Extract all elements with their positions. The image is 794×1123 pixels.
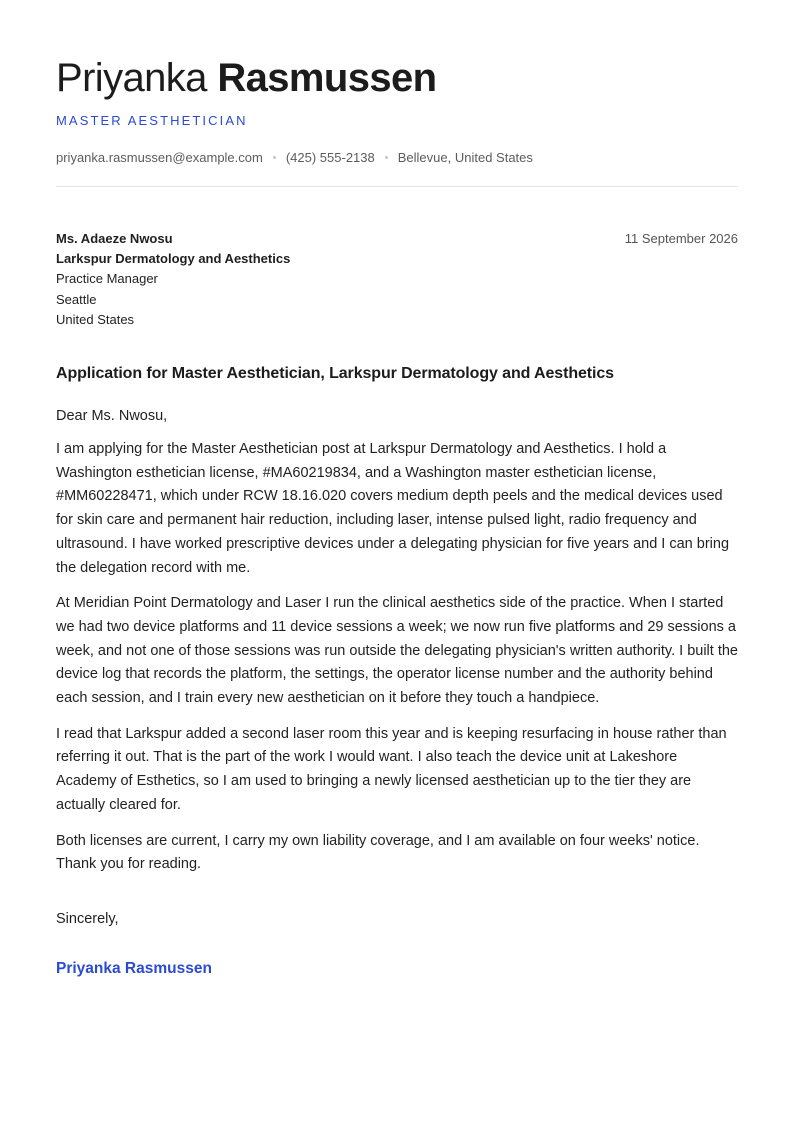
contact-separator-dot	[273, 156, 276, 159]
applicant-title: MASTER AESTHETICIAN	[56, 113, 248, 128]
letter-paragraph: At Meridian Point Dermatology and Laser I run the clinical aesthetics side of the practice. When I started we had two device platforms and 11 device sessions a week; we now run five platforms and 29 sessions a week, and not one of those sessions was run outside the delegating physician's written authority. I built the device log that records the platform, the settings, the operator license number and the authority behind each session, and I train every new aesthetician on it before they touch a handpiece.	[56, 595, 738, 707]
letter-paragraph: Both licenses are current, I carry my own liability coverage, and I am available on four weeks' notice. Thank you for reading.	[56, 832, 700, 873]
header-divider	[56, 186, 738, 187]
applicant-first-name: Priyanka	[56, 56, 207, 100]
letter-date: 11 September 2026	[624, 231, 738, 246]
contact-line	[56, 150, 738, 165]
letter-signature: Priyanka Rasmussen	[56, 959, 212, 977]
recipient-city: Seattle	[56, 291, 97, 307]
applicant-last-name: Rasmussen	[217, 56, 437, 100]
letter-paragraph: I am applying for the Master Aesthetician post at Larkspur Dermatology and Aesthetics. I hold a Washington esthetician license, #MA60219834, and a Washington master esthetician license, #MM60228471, which under RCW 18.16.020 covers medium depth peels and the medical devices used for skin care and permanent hair reduction, including laser, intense pulsed light, radio frequency and ultrasound. I have worked prescriptive devices under a delegating physician for five years and I can bring the delegation record with me.	[56, 441, 730, 576]
recipient-row	[56, 229, 738, 330]
contact-phone: (425) 555-2138	[285, 150, 375, 165]
recipient-role: Practice Manager	[56, 271, 158, 287]
contact-email: priyanka.rasmussen@example.com	[56, 150, 263, 165]
recipient-block	[56, 229, 290, 330]
contact-location: Bellevue, United States	[397, 150, 533, 165]
applicant-name	[56, 54, 738, 102]
letter-header	[56, 0, 738, 187]
recipient-country: United States	[56, 311, 135, 327]
letter-salutation: Dear Ms. Nwosu,	[56, 408, 168, 425]
recipient-name: Ms. Adaeze Nwosu	[56, 231, 173, 246]
letter-paragraph: I read that Larkspur added a second laser room this year and is keeping resurfacing in house rather than referring it out. That is the part of the work I would want. I also teach the device unit at Lakeshore Academy of Esthetics, so I am used to bringing a newly licensed aesthetician up to the tier they are actually cleared for.	[56, 725, 727, 813]
recipient-company: Larkspur Dermatology and Aesthetics	[56, 251, 291, 267]
letter-subject: Application for Master Aesthetician, Larkspur Dermatology and Aesthetics	[56, 365, 614, 383]
contact-separator-dot	[385, 156, 388, 159]
letter-closing: Sincerely,	[56, 910, 119, 927]
